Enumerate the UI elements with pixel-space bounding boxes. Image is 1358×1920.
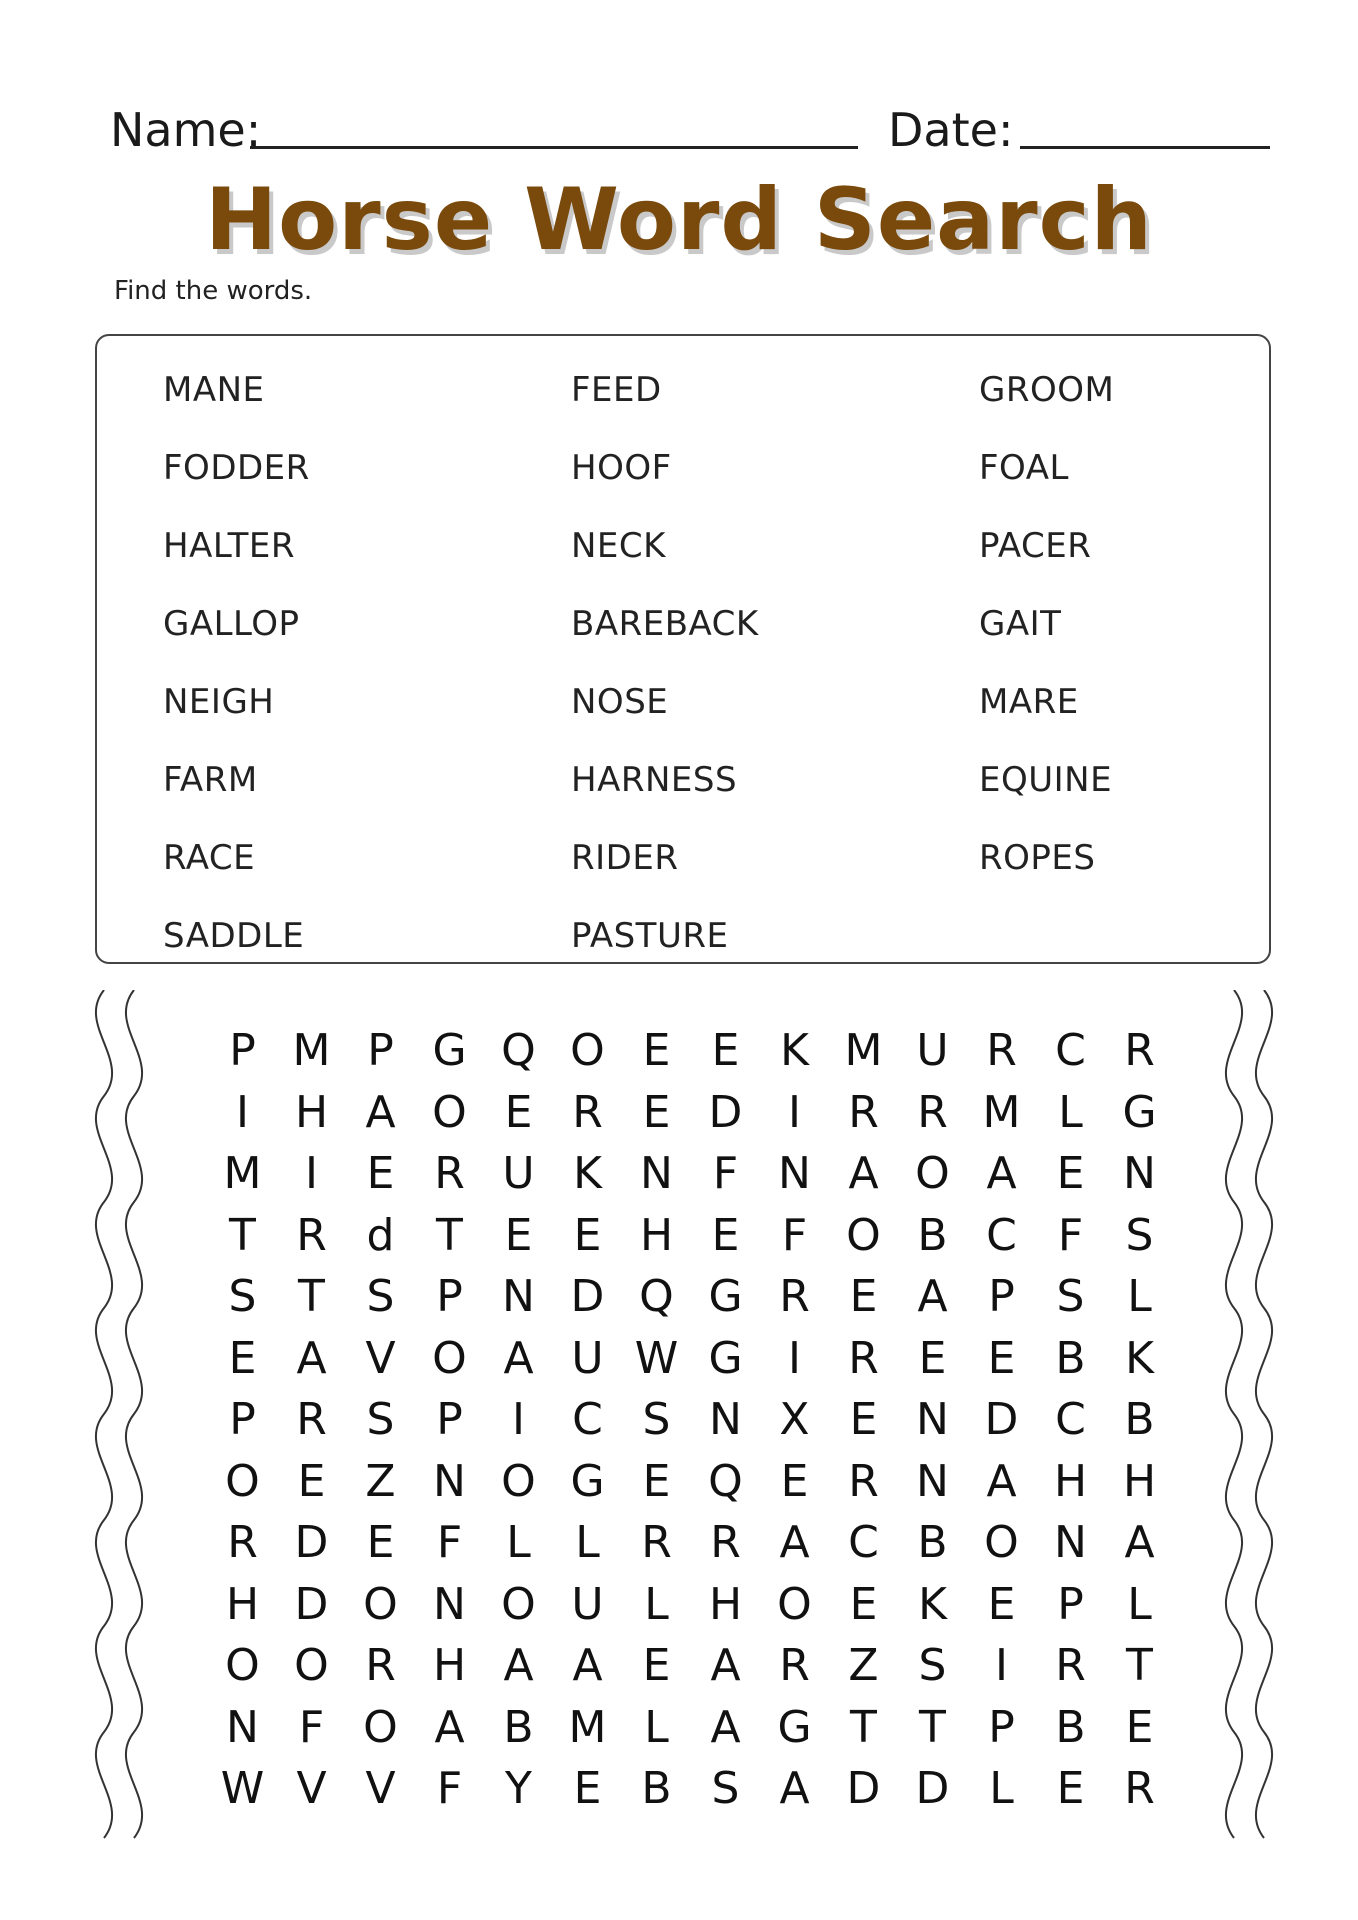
grid-letter[interactable]: I [512, 1394, 525, 1445]
grid-letter[interactable]: M [292, 1025, 331, 1076]
grid-letter[interactable]: N [433, 1455, 466, 1507]
grid-letter[interactable]: H [432, 1640, 467, 1691]
word-list-item: NEIGH [163, 682, 275, 722]
grid-letter[interactable]: E [1125, 1701, 1154, 1753]
grid-letter[interactable]: A [986, 1455, 1017, 1507]
grid-letter[interactable]: K [918, 1578, 947, 1630]
grid-letter[interactable]: E [366, 1148, 395, 1199]
grid-letter[interactable]: F [1057, 1209, 1084, 1261]
grid-letter[interactable]: E [987, 1578, 1016, 1630]
word-list-item: EQUINE [979, 760, 1113, 800]
grid-letter[interactable]: U [571, 1578, 604, 1630]
grid-letter[interactable]: O [501, 1455, 536, 1507]
grid-letter[interactable]: R [779, 1271, 810, 1322]
name-label: Name: [110, 103, 262, 157]
grid-letter[interactable]: L [1127, 1271, 1152, 1322]
grid-letter[interactable]: A [779, 1517, 810, 1568]
grid-letter[interactable]: B [917, 1517, 948, 1568]
grid-letter[interactable]: E [573, 1763, 602, 1814]
grid-letter[interactable]: A [848, 1148, 879, 1199]
grid-letter[interactable]: F [781, 1209, 808, 1261]
grid-letter[interactable]: F [298, 1701, 325, 1753]
grid-letter[interactable]: O [777, 1578, 812, 1630]
grid-letter[interactable]: D [294, 1578, 329, 1630]
grid-letter[interactable]: O [501, 1578, 536, 1630]
grid-letter[interactable]: E [642, 1025, 671, 1076]
grid-letter[interactable]: O [846, 1209, 881, 1261]
grid-letter[interactable]: L [644, 1578, 669, 1630]
grid-letter[interactable]: E [573, 1209, 602, 1261]
grid-letter[interactable]: I [788, 1332, 801, 1384]
grid-letter[interactable]: Q [708, 1455, 743, 1507]
grid-letter[interactable]: L [644, 1701, 669, 1753]
grid-letter[interactable]: E [711, 1025, 740, 1076]
word-list-item: SADDLE [163, 916, 305, 956]
grid-letter[interactable]: G [432, 1025, 467, 1076]
grid-letter[interactable]: T [1126, 1640, 1153, 1691]
grid-letter[interactable]: N [778, 1148, 811, 1199]
grid-letter[interactable]: N [916, 1394, 949, 1445]
word-list [163, 360, 1249, 984]
grid-letter[interactable]: O [915, 1148, 950, 1199]
grid-letter[interactable]: R [365, 1640, 396, 1691]
grid-letter[interactable]: E [366, 1517, 395, 1568]
grid-letter[interactable]: D [294, 1517, 329, 1568]
word-list-item: NECK [571, 526, 666, 566]
grid-letter[interactable]: T [298, 1271, 325, 1322]
grid-letter[interactable]: R [917, 1086, 948, 1138]
grid-letter[interactable]: L [1127, 1578, 1152, 1630]
grid-letter[interactable]: M [844, 1025, 883, 1076]
grid-letter[interactable]: P [436, 1271, 463, 1322]
grid-letter[interactable]: T [919, 1701, 946, 1753]
grid-letter[interactable]: P [1057, 1578, 1084, 1630]
letter-grid [208, 1020, 1174, 1820]
grid-letter[interactable]: G [708, 1332, 743, 1384]
grid-letter[interactable]: R [710, 1517, 741, 1568]
grid-letter[interactable]: U [571, 1332, 604, 1384]
grid-letter[interactable]: E [228, 1332, 257, 1384]
grid-letter[interactable]: A [710, 1640, 741, 1691]
grid-letter[interactable]: Q [639, 1271, 674, 1322]
grid-letter[interactable]: K [1125, 1332, 1154, 1384]
grid-letter[interactable]: L [506, 1517, 531, 1568]
grid-letter[interactable]: E [711, 1209, 740, 1261]
grid-letter[interactable]: V [296, 1763, 327, 1814]
grid-letter[interactable]: A [434, 1701, 465, 1753]
grid-letter[interactable]: T [436, 1209, 463, 1261]
grid-letter[interactable]: E [849, 1394, 878, 1445]
grid-letter[interactable]: O [432, 1332, 467, 1384]
grid-letter[interactable]: R [296, 1209, 327, 1261]
grid-letter[interactable]: S [366, 1394, 395, 1445]
grid-letter[interactable]: P [436, 1394, 463, 1445]
word-list-item: ROPES [979, 838, 1096, 878]
word-list-item: GAIT [979, 604, 1062, 644]
grid-letter[interactable]: K [573, 1148, 602, 1199]
grid-letter[interactable]: R [434, 1148, 465, 1199]
grid-letter[interactable]: A [503, 1332, 534, 1384]
grid-letter[interactable]: N [709, 1394, 742, 1445]
grid-letter[interactable]: I [995, 1640, 1008, 1691]
grid-letter[interactable]: G [708, 1271, 743, 1322]
grid-letter[interactable]: E [504, 1209, 533, 1261]
grid-letter[interactable]: A [572, 1640, 603, 1691]
grid-letter[interactable]: E [849, 1271, 878, 1322]
grid-letter[interactable]: F [436, 1763, 463, 1814]
grid-letter[interactable]: O [225, 1455, 260, 1507]
grid-letter[interactable]: M [223, 1148, 262, 1199]
grid-letter[interactable]: X [779, 1394, 810, 1445]
grid-letter[interactable]: R [1124, 1763, 1155, 1814]
grid-letter[interactable]: I [788, 1086, 801, 1138]
grid-letter[interactable]: A [779, 1763, 810, 1814]
grid-letter[interactable]: H [1053, 1455, 1088, 1507]
grid-letter[interactable]: F [436, 1517, 463, 1568]
grid-letter[interactable]: N [916, 1455, 949, 1507]
grid-letter[interactable]: E [1056, 1763, 1085, 1814]
grid-letter[interactable]: S [642, 1394, 671, 1445]
grid-letter[interactable]: S [711, 1763, 740, 1814]
grid-letter[interactable]: E [297, 1455, 326, 1507]
grid-letter[interactable]: Y [505, 1763, 532, 1814]
grid-letter[interactable]: N [640, 1148, 673, 1199]
grid-letter[interactable]: P [988, 1701, 1015, 1753]
grid-letter[interactable]: R [296, 1394, 327, 1445]
grid-letter[interactable]: E [642, 1086, 671, 1138]
word-list-item: RACE [163, 838, 256, 878]
grid-letter[interactable]: O [225, 1640, 260, 1691]
grid-letter[interactable]: S [918, 1640, 947, 1691]
grid-letter[interactable]: E [1056, 1148, 1085, 1199]
word-list-item: BAREBACK [571, 604, 759, 644]
word-list-item: MANE [163, 370, 265, 410]
header-row [110, 100, 1270, 160]
grid-letter[interactable]: A [710, 1701, 741, 1753]
grid-letter[interactable]: N [1123, 1148, 1156, 1199]
grid-letter[interactable]: Z [848, 1640, 879, 1691]
grid-letter[interactable]: E [780, 1455, 809, 1507]
grid-letter[interactable]: A [365, 1086, 396, 1138]
grid-letter[interactable]: U [502, 1148, 535, 1199]
grid-letter[interactable]: Z [365, 1455, 396, 1507]
grid-letter[interactable]: R [1055, 1640, 1086, 1691]
date-label: Date: [888, 103, 1014, 157]
grid-letter[interactable]: A [986, 1148, 1017, 1199]
grid-letter[interactable]: A [1124, 1517, 1155, 1568]
word-list-item: GROOM [979, 370, 1115, 410]
grid-letter[interactable]: O [432, 1086, 467, 1138]
grid-letter[interactable]: O [570, 1025, 605, 1076]
grid-letter[interactable]: P [229, 1025, 256, 1076]
grid-letter[interactable]: R [572, 1086, 603, 1138]
grid-letter[interactable]: H [708, 1578, 743, 1630]
left-wavy-border [86, 990, 146, 1840]
grid-letter[interactable]: R [848, 1455, 879, 1507]
grid-letter[interactable]: G [777, 1701, 812, 1753]
grid-letter[interactable]: A [296, 1332, 327, 1384]
word-list-item: MARE [979, 682, 1079, 722]
grid-letter[interactable]: O [363, 1701, 398, 1753]
grid-letter[interactable]: C [1055, 1394, 1086, 1445]
grid-letter[interactable]: E [642, 1640, 671, 1691]
grid-letter[interactable]: E [918, 1332, 947, 1384]
grid-letter[interactable]: Q [501, 1025, 536, 1076]
grid-letter[interactable]: R [1124, 1025, 1155, 1076]
grid-letter[interactable]: C [572, 1394, 603, 1445]
grid-letter[interactable]: B [1055, 1332, 1086, 1384]
grid-letter[interactable]: S [228, 1271, 257, 1322]
grid-letter[interactable]: U [916, 1025, 949, 1076]
grid-letter[interactable]: K [780, 1025, 809, 1076]
grid-letter[interactable]: F [712, 1148, 739, 1199]
word-list-item: NOSE [571, 682, 669, 722]
grid-letter[interactable]: I [305, 1148, 318, 1199]
word-list-item: RIDER [571, 838, 679, 878]
grid-letter[interactable]: T [229, 1209, 256, 1261]
grid-letter[interactable]: V [365, 1332, 396, 1384]
word-list-item: FOAL [979, 448, 1069, 488]
grid-letter[interactable]: R [986, 1025, 1017, 1076]
grid-letter[interactable]: D [708, 1086, 743, 1138]
grid-letter[interactable]: M [982, 1086, 1021, 1138]
instruction-text: Find the words. [114, 276, 313, 306]
grid-letter[interactable]: L [575, 1517, 600, 1568]
grid-letter[interactable]: L [1058, 1086, 1083, 1138]
grid-letter[interactable]: C [1055, 1025, 1086, 1076]
grid-letter[interactable]: H [639, 1209, 674, 1261]
grid-letter[interactable]: N [1054, 1517, 1087, 1568]
grid-letter[interactable]: R [227, 1517, 258, 1568]
grid-letter[interactable]: B [1055, 1701, 1086, 1753]
grid-letter[interactable]: P [988, 1271, 1015, 1322]
grid-letter[interactable]: E [504, 1086, 533, 1138]
grid-letter[interactable]: M [568, 1701, 607, 1753]
grid-letter[interactable]: T [850, 1701, 877, 1753]
grid-letter[interactable]: H [294, 1086, 329, 1138]
grid-letter[interactable]: V [365, 1763, 396, 1814]
grid-letter[interactable]: N [502, 1271, 535, 1322]
grid-letter[interactable]: W [634, 1332, 679, 1384]
grid-letter[interactable]: N [433, 1578, 466, 1630]
grid-letter[interactable]: P [367, 1025, 394, 1076]
grid-letter[interactable]: N [226, 1701, 259, 1753]
word-list-item: FODDER [163, 448, 310, 488]
grid-letter[interactable]: W [220, 1763, 265, 1814]
grid-letter[interactable]: D [846, 1763, 881, 1814]
grid-letter[interactable]: O [294, 1640, 329, 1691]
grid-letter[interactable]: S [1125, 1209, 1154, 1261]
date-line[interactable] [1020, 146, 1270, 149]
grid-letter[interactable]: I [236, 1086, 249, 1138]
grid-letter[interactable]: G [570, 1455, 605, 1507]
grid-letter[interactable]: E [987, 1332, 1016, 1384]
grid-letter[interactable]: L [989, 1763, 1014, 1814]
right-wavy-border [1222, 990, 1282, 1840]
grid-letter[interactable]: A [917, 1271, 948, 1322]
grid-letter[interactable]: S [1056, 1271, 1085, 1322]
grid-letter[interactable]: B [503, 1701, 534, 1753]
grid-letter[interactable]: D [570, 1271, 605, 1322]
word-list-item: HARNESS [571, 760, 738, 800]
grid-letter[interactable]: S [366, 1271, 395, 1322]
word-list-item: PASTURE [571, 916, 729, 956]
grid-letter[interactable]: H [225, 1578, 260, 1630]
grid-letter[interactable]: R [848, 1086, 879, 1138]
grid-letter[interactable]: A [503, 1640, 534, 1691]
word-list-item: FARM [163, 760, 258, 800]
word-list-box [95, 334, 1271, 964]
grid-letter[interactable]: C [986, 1209, 1017, 1261]
grid-letter[interactable]: G [1122, 1086, 1157, 1138]
grid-letter[interactable]: B [917, 1209, 948, 1261]
grid-letter[interactable]: R [848, 1332, 879, 1384]
name-line[interactable] [250, 146, 858, 149]
grid-letter[interactable]: B [1124, 1394, 1155, 1445]
grid-letter[interactable]: O [984, 1517, 1019, 1568]
page-title: Horse Word Search [205, 170, 1153, 270]
grid-letter[interactable]: C [848, 1517, 879, 1568]
word-list-item: PACER [979, 526, 1092, 566]
grid-letter[interactable]: d [366, 1209, 395, 1261]
word-list-item: FEED [571, 370, 662, 410]
word-list-item: HOOF [571, 448, 672, 488]
grid-letter[interactable]: O [363, 1578, 398, 1630]
word-list-item: GALLOP [163, 604, 300, 644]
grid-letter[interactable]: D [984, 1394, 1019, 1445]
grid-letter[interactable]: H [1122, 1455, 1157, 1507]
word-list-item: HALTER [163, 526, 295, 566]
grid-letter[interactable]: E [849, 1578, 878, 1630]
grid-letter[interactable]: E [642, 1455, 671, 1507]
grid-letter[interactable]: B [641, 1763, 672, 1814]
grid-letter[interactable]: D [915, 1763, 950, 1814]
grid-letter[interactable]: R [779, 1640, 810, 1691]
grid-letter[interactable]: R [641, 1517, 672, 1568]
grid-letter[interactable]: P [229, 1394, 256, 1445]
